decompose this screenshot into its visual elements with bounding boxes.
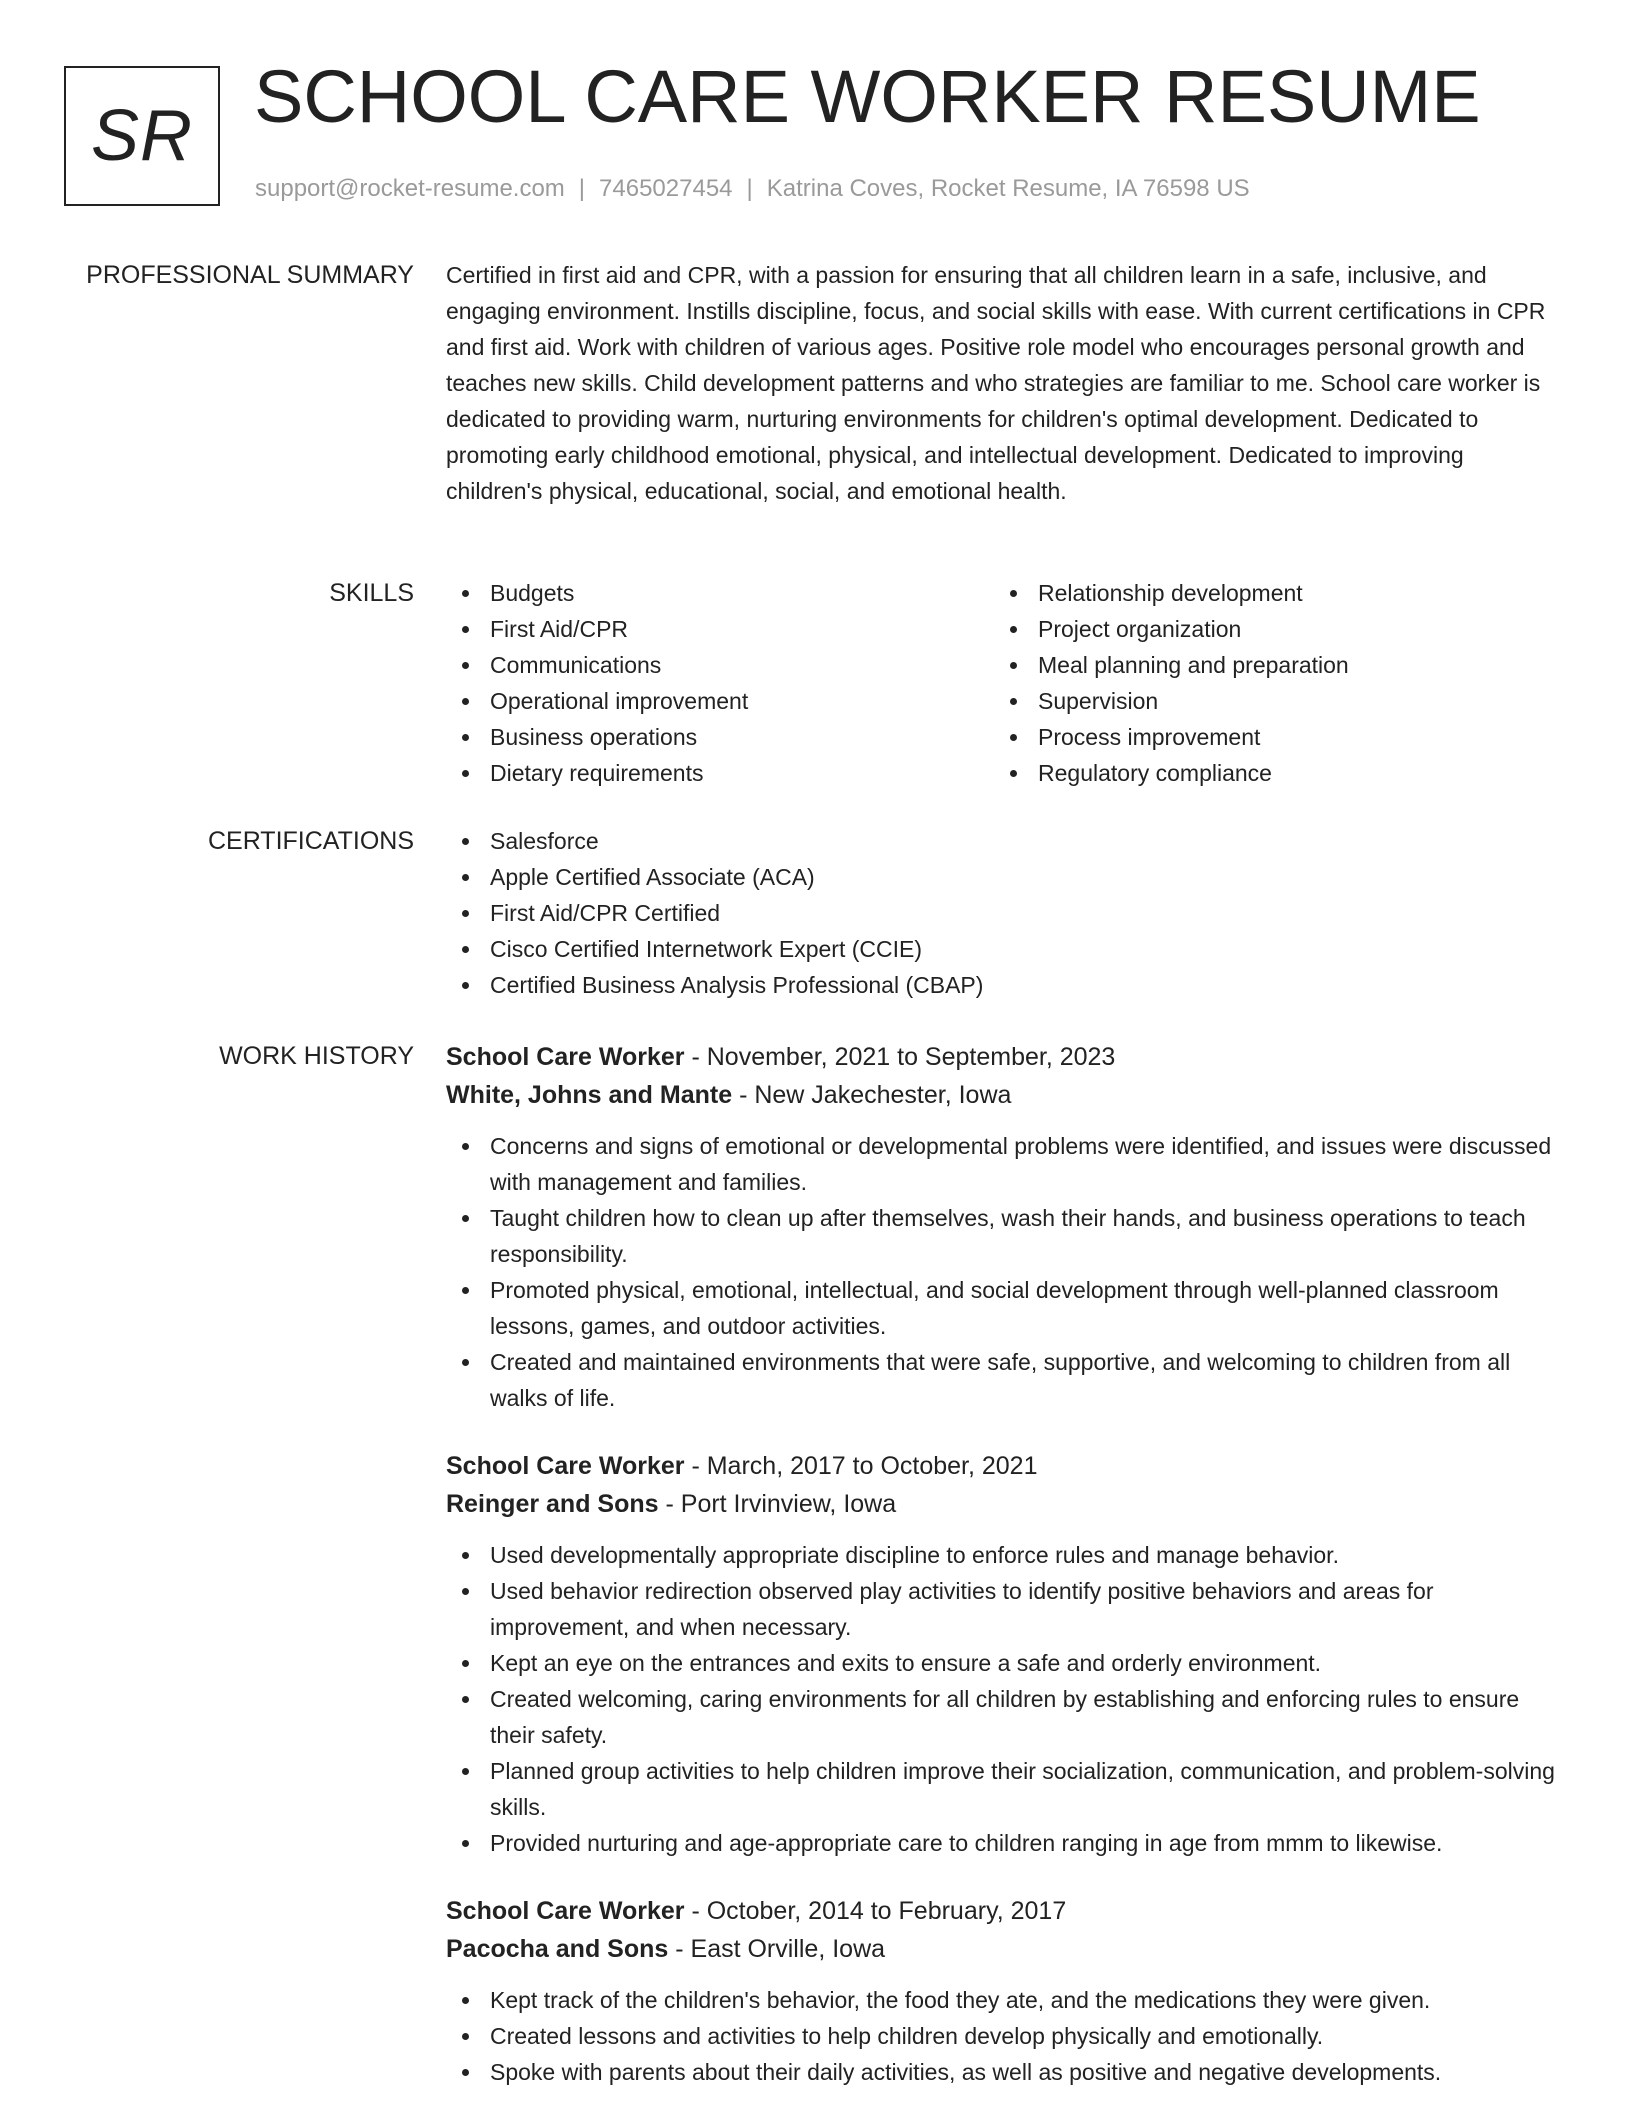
list-item: Promoted physical, emotional, intellectual, and social development through well-planned classroom lessons, games, and outdoor activities. <box>446 1272 1566 1344</box>
job-company: Pacocha and Sons <box>446 1935 669 1963</box>
job-dates: - October, 2014 to February, 2017 <box>684 1897 1067 1925</box>
list-item: Operational improvement <box>446 683 994 719</box>
contact-separator: | <box>578 175 586 202</box>
monogram-box <box>64 66 220 206</box>
list-item: Created lessons and activities to help children develop physically and emotionally. <box>446 2018 1566 2054</box>
skills-body <box>446 575 1566 791</box>
list-item: Meal planning and preparation <box>994 647 1542 683</box>
list-item: Kept track of the children's behavior, the food they ate, and the medications they were given. <box>446 1982 1566 2018</box>
job-dates: - March, 2017 to October, 2021 <box>684 1452 1038 1480</box>
job-bullets <box>446 1128 1566 1416</box>
monogram-initials: SR <box>90 96 194 176</box>
list-item: Salesforce <box>446 823 1566 859</box>
list-item: Apple Certified Associate (ACA) <box>446 859 1566 895</box>
summary-text: Certified in first aid and CPR, with a passion for ensuring that all children learn in a safe, inclusive, and engaging environment. Instills discipline, focus, and social skills with ease. With current certifications in CPR and first aid. Work with children of various ages. Positive role model who encourages personal growth and teaches new skills. Child development patterns and who strategies are familiar to me. School care worker is dedicated to providing warm, nurturing environments for children's optimal development. Dedicated to promoting early childhood emotional, physical, and intellectual development. Dedicated to improving children's physical, educational, social, and emotional health. <box>446 262 1546 504</box>
list-item: Relationship development <box>994 575 1542 611</box>
skills-list-right <box>994 575 1542 791</box>
list-item: Project organization <box>994 611 1542 647</box>
skills-list-left <box>446 575 994 791</box>
list-item: Certified Business Analysis Professional (CBAP) <box>446 967 1566 1003</box>
list-item: Cisco Certified Internetwork Expert (CCIE) <box>446 931 1566 967</box>
summary-body <box>446 257 1566 509</box>
list-item: Created welcoming, caring environments for all children by establishing and enforcing rules to ensure their safety. <box>446 1681 1566 1753</box>
job-company-line <box>446 1485 1566 1523</box>
list-item: Budgets <box>446 575 994 611</box>
job-entry <box>446 1892 1566 2090</box>
job-location: - East Orville, Iowa <box>668 1935 886 1963</box>
contact-address: Katrina Coves, Rocket Resume, IA 76598 US <box>766 175 1250 202</box>
job-company: White, Johns and Mante <box>446 1081 733 1109</box>
certifications-body <box>446 823 1566 1003</box>
job-location: - New Jakechester, Iowa <box>732 1081 1012 1109</box>
job-title: School Care Worker <box>446 1043 685 1071</box>
job-dates: - November, 2021 to September, 2023 <box>684 1043 1116 1071</box>
resume-title: SCHOOL CARE WORKER RESUME <box>254 55 1481 138</box>
job-entry <box>446 1447 1566 1861</box>
certifications-list <box>446 823 1566 1003</box>
section-label-summary: PROFESSIONAL SUMMARY <box>86 261 414 289</box>
job-title-line <box>446 1892 1566 1930</box>
job-company: Reinger and Sons <box>446 1490 659 1518</box>
list-item: First Aid/CPR Certified <box>446 895 1566 931</box>
job-company-line <box>446 1930 1566 1968</box>
section-label-certifications: CERTIFICATIONS <box>207 827 414 855</box>
contact-separator: | <box>746 175 753 202</box>
list-item: Kept an eye on the entrances and exits to ensure a safe and orderly environment. <box>446 1645 1566 1681</box>
list-item: Concerns and signs of emotional or developmental problems were identified, and issues were discussed with management and families. <box>446 1128 1566 1200</box>
list-item: Provided nurturing and age-appropriate care to children ranging in age from mmm to likewise. <box>446 1825 1566 1861</box>
job-bullets <box>446 1982 1566 2090</box>
job-title: School Care Worker <box>446 1452 685 1480</box>
list-item: Planned group activities to help children improve their socialization, communication, and problem-solving skills. <box>446 1753 1566 1825</box>
list-item: Spoke with parents about their daily activities, as well as positive and negative developments. <box>446 2054 1566 2090</box>
job-title: School Care Worker <box>446 1897 685 1925</box>
list-item: Used behavior redirection observed play activities to identify positive behaviors and areas for improvement, and when necessary. <box>446 1573 1566 1645</box>
list-item: Communications <box>446 647 994 683</box>
list-item: Regulatory compliance <box>994 755 1542 791</box>
job-title-line <box>446 1038 1566 1076</box>
list-item: Used developmentally appropriate discipline to enforce rules and manage behavior. <box>446 1537 1566 1573</box>
section-label-work-history: WORK HISTORY <box>219 1042 414 1070</box>
contact-line <box>255 175 1250 203</box>
list-item: Supervision <box>994 683 1542 719</box>
job-location: - Port Irvinview, Iowa <box>658 1490 897 1518</box>
contact-phone: 7465027454 <box>599 175 733 202</box>
list-item: Taught children how to clean up after themselves, wash their hands, and business operations to teach responsibility. <box>446 1200 1566 1272</box>
list-item: First Aid/CPR <box>446 611 994 647</box>
list-item: Dietary requirements <box>446 755 994 791</box>
section-label-skills: SKILLS <box>329 579 414 607</box>
work-history-body <box>446 1038 1566 2090</box>
job-company-line <box>446 1076 1566 1114</box>
list-item: Created and maintained environments that were safe, supportive, and welcoming to children from all walks of life. <box>446 1344 1566 1416</box>
list-item: Business operations <box>446 719 994 755</box>
contact-email: support@rocket-resume.com <box>255 175 565 202</box>
job-title-line <box>446 1447 1566 1485</box>
list-item: Process improvement <box>994 719 1542 755</box>
job-entry <box>446 1038 1566 1416</box>
job-bullets <box>446 1537 1566 1861</box>
